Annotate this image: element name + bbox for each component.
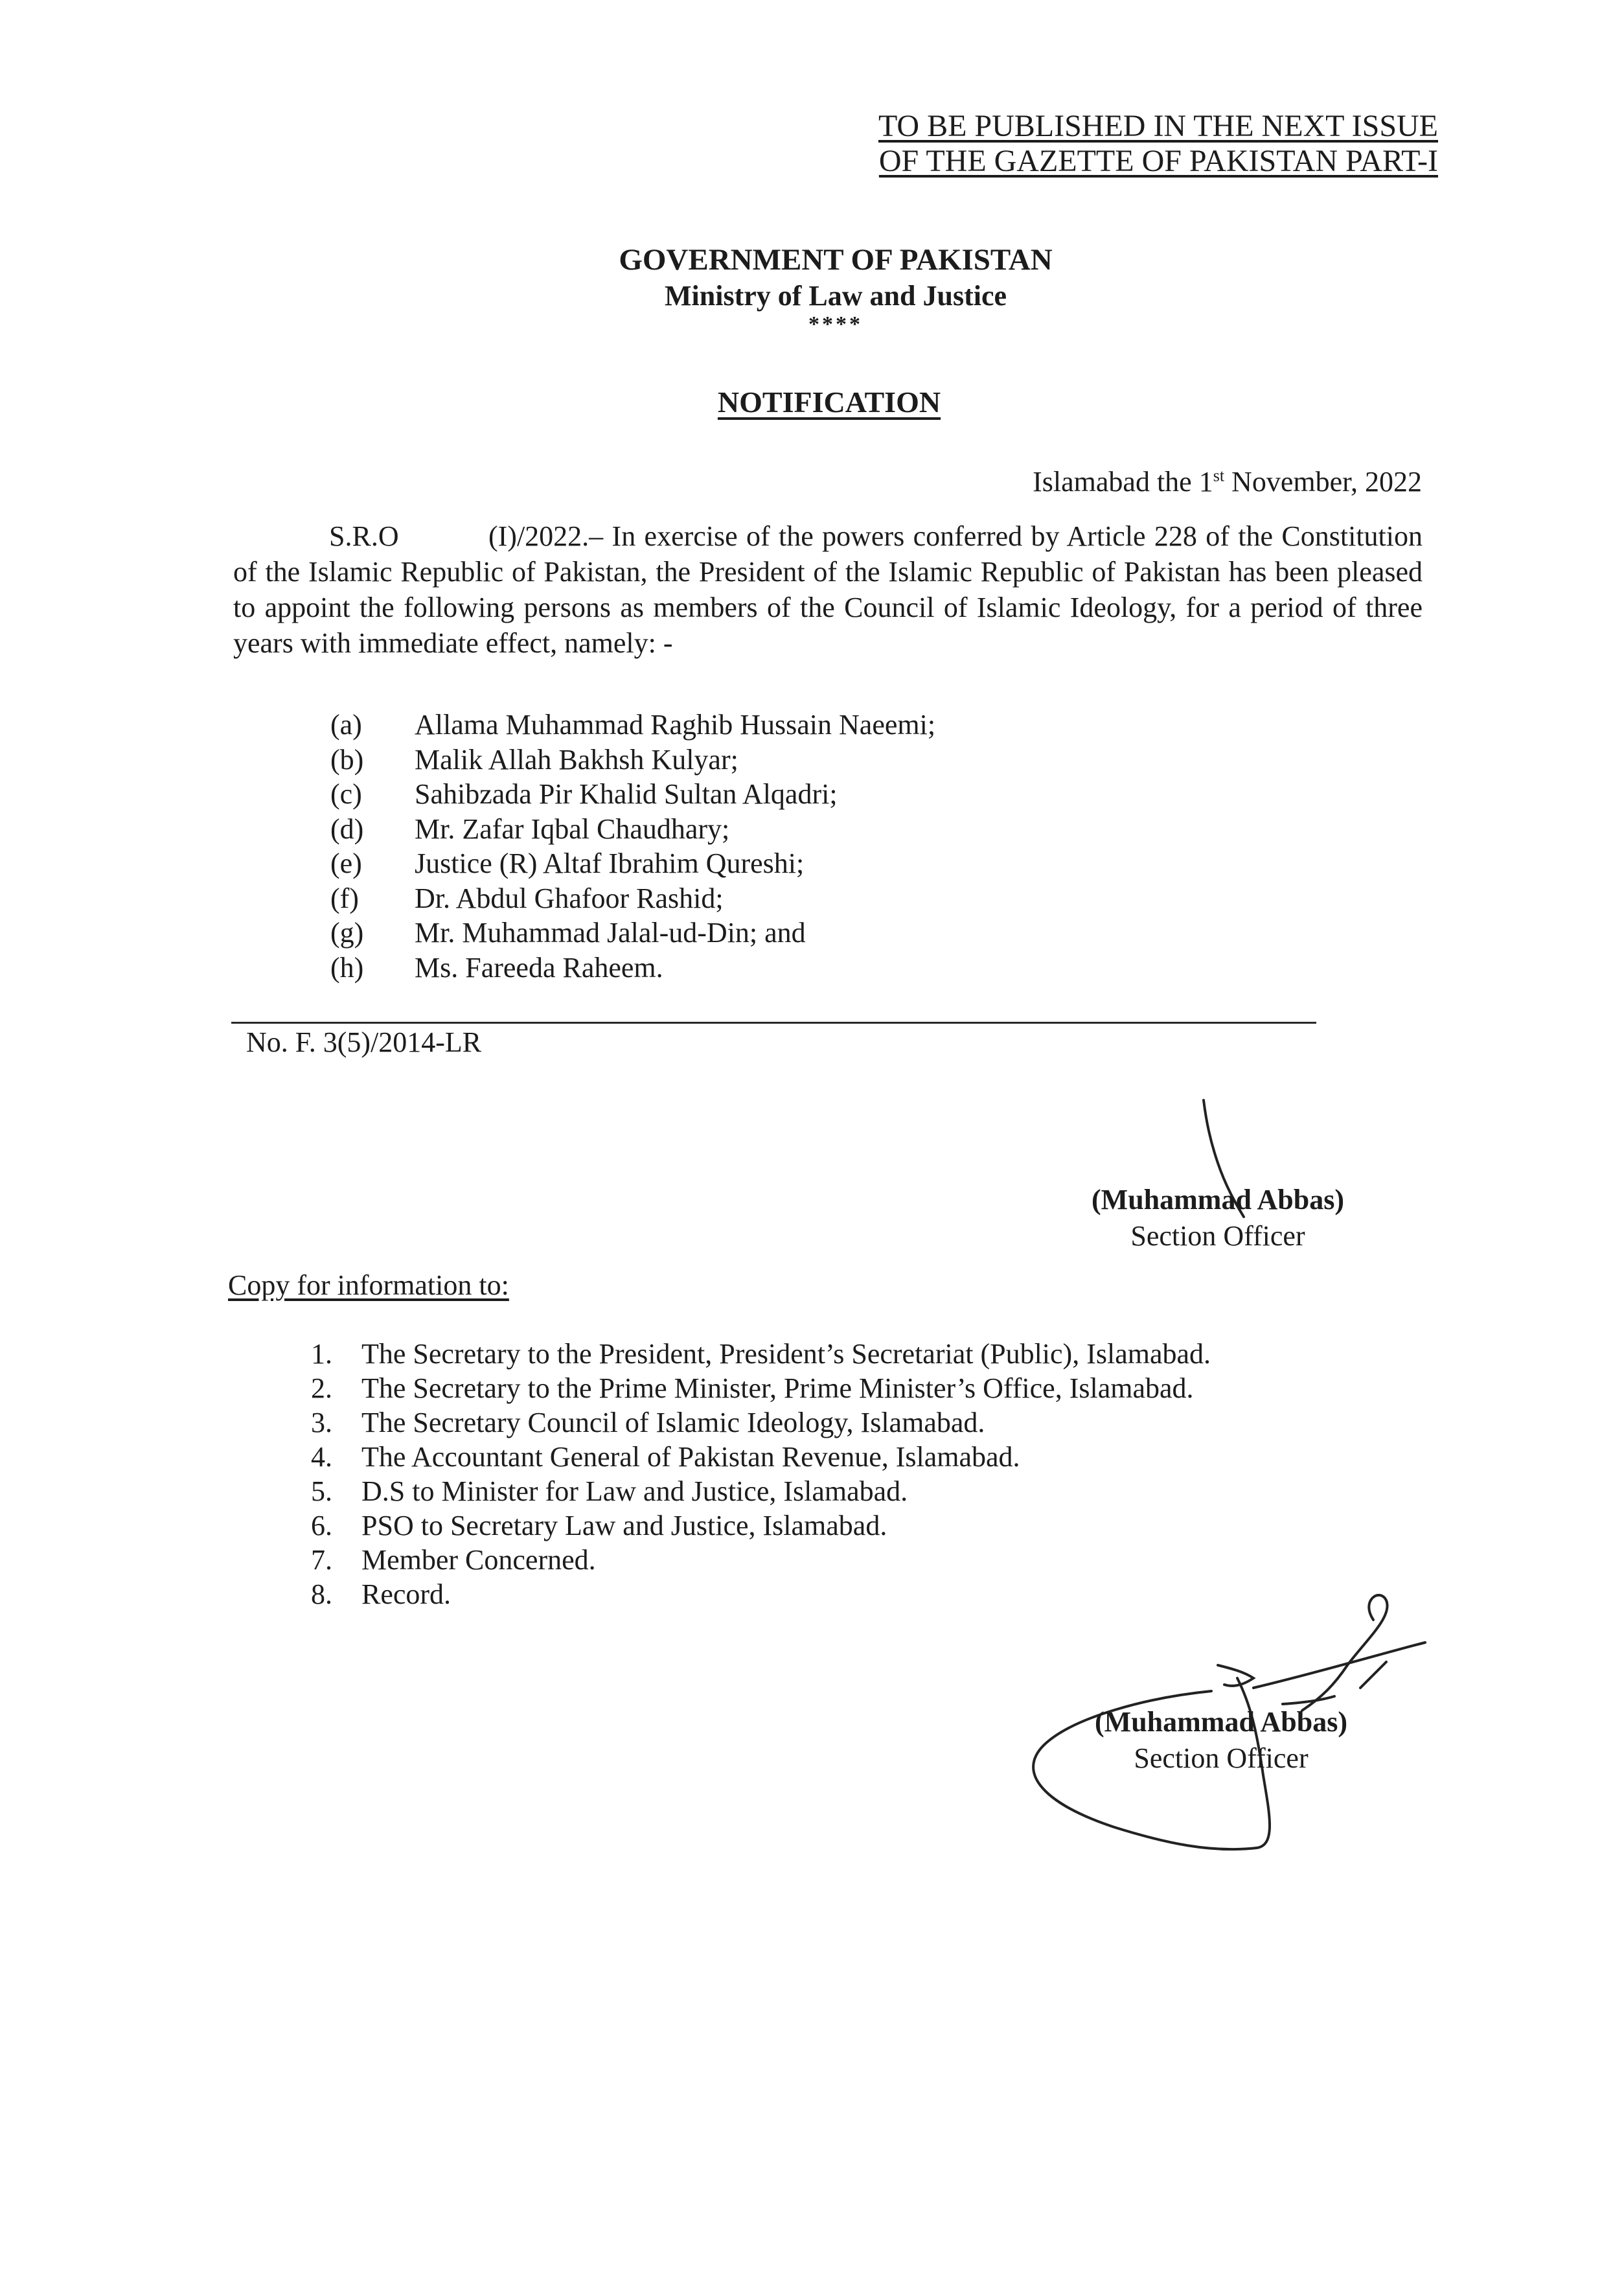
member-name: Dr. Abdul Ghafoor Rashid; [415,882,724,914]
recipient-number: 7. [311,1544,332,1576]
member-name: Ms. Fareeda Raheem. [415,951,663,984]
member-name: Mr. Muhammad Jalal-ud-Din; and [415,917,806,949]
publication-note-line-2: OF THE GAZETTE OF PAKISTAN PART-I [878,144,1438,178]
list-item [311,1474,1412,1508]
list-item [330,743,1237,778]
member-name: Malik Allah Bakhsh Kulyar; [415,743,738,776]
date-ordinal-suffix: st [1213,466,1225,485]
list-item [311,1405,1412,1440]
member-name: Sahibzada Pir Khalid Sultan Alqadri; [415,778,838,810]
notification-body-text: (I)/2022.– In exercise of the powers conferred by Article 228 of the Constitution of the Islamic Republic of Pakistan, the President of the Islamic Republic of Pakistan has been pleased to appoint the following persons as members of the Council of Islamic Ideology, for a period of three years with immediate effect, namely: - [233,520,1423,659]
signatory-designation: Section Officer [1134,1742,1309,1774]
recipient-text: Member Concerned. [361,1544,596,1576]
list-item [311,1508,1412,1543]
recipient-number: 8. [311,1578,332,1610]
publication-note [855,109,1438,179]
ministry-name: Ministry of Law and Justice [665,280,1007,312]
copy-recipients-list [311,1337,1412,1611]
separator-stars: **** [808,312,863,336]
list-item [330,708,1237,743]
member-label: (a) [330,709,362,741]
list-item [330,916,1237,951]
recipient-text: D.S to Minister for Law and Justice, Islamabad. [361,1475,908,1507]
member-name: Justice (R) Altaf Ibrahim Qureshi; [415,847,805,879]
member-label: (f) [330,882,359,914]
list-item [330,881,1237,916]
recipient-number: 2. [311,1372,332,1404]
recipient-number: 5. [311,1475,332,1507]
recipient-number: 1. [311,1338,332,1370]
list-item [311,1543,1412,1577]
signatory-block-1 [1049,1182,1386,1254]
member-label: (d) [330,813,364,845]
members-list [330,708,1237,985]
recipient-number: 4. [311,1441,332,1473]
signatory-name: (Muhammad Abbas) [1095,1706,1347,1738]
recipient-text: The Secretary to the Prime Minister, Prime Minister’s Office, Islamabad. [361,1372,1194,1404]
list-item [330,846,1237,881]
file-number: No. F. 3(5)/2014-LR [246,1026,482,1058]
recipient-text: The Secretary to the President, President’s Secretariat (Public), Islamabad. [361,1338,1211,1370]
recipient-text: PSO to Secretary Law and Justice, Islamabad. [361,1510,887,1541]
recipient-text: The Accountant General of Pakistan Revenue, Islamabad. [361,1441,1020,1473]
member-label: (h) [330,951,364,984]
list-item [311,1440,1412,1474]
copy-heading: Copy for information to: [228,1269,509,1301]
notification-body [233,518,1423,661]
member-label: (c) [330,778,362,810]
list-item [330,951,1237,985]
date-rest: November, 2022 [1224,466,1422,498]
list-item [330,777,1237,812]
member-name: Mr. Zafar Iqbal Chaudhary; [415,813,730,845]
sro-label: S.R.O [329,520,399,552]
member-label: (b) [330,743,364,776]
recipient-text: The Secretary Council of Islamic Ideology, Islamabad. [361,1407,985,1438]
recipient-number: 6. [311,1510,332,1541]
divider-line [231,1022,1316,1024]
list-item [311,1371,1412,1405]
member-label: (e) [330,847,362,879]
date-line [842,465,1422,498]
list-item [330,812,1237,847]
government-title: GOVERNMENT OF PAKISTAN [619,243,1053,277]
date-prefix: Islamabad the 1 [1033,466,1213,498]
recipient-number: 3. [311,1407,332,1438]
recipient-text: Record. [361,1578,452,1610]
member-name: Allama Muhammad Raghib Hussain Naeemi; [415,709,936,741]
list-item [311,1337,1412,1371]
member-label: (g) [330,917,364,949]
signatory-name: (Muhammad Abbas) [1092,1184,1344,1216]
publication-note-line-1: TO BE PUBLISHED IN THE NEXT ISSUE [878,109,1438,143]
signatory-block-2 [1053,1704,1390,1777]
issuing-authority [505,241,1166,336]
notification-title: NOTIFICATION [717,386,941,419]
signatory-designation: Section Officer [1130,1220,1305,1252]
